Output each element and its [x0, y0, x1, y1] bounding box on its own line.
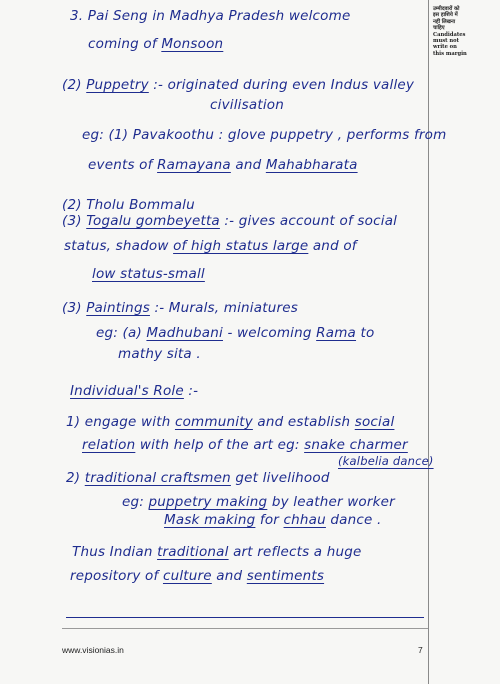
- answer-line: Mask making for chhau dance .: [164, 512, 382, 528]
- margin-note-line: this margin: [433, 50, 467, 57]
- answer-line: mathy sita .: [118, 346, 201, 362]
- answer-line: (2) Puppetry :- originated during even Indus valley: [62, 77, 415, 93]
- answer-line: civilisation: [210, 97, 284, 113]
- answer-line: 2) traditional craftsmen get livelihood: [66, 470, 330, 486]
- page-number: 7: [418, 645, 423, 655]
- margin-note-line: इस हाशिये में: [433, 12, 458, 19]
- answer-line: 3. Pai Seng in Madhya Pradesh welcome: [70, 8, 351, 24]
- answer-line: Thus Indian traditional art reflects a huge: [72, 544, 362, 560]
- margin-note-line: Candidates: [433, 31, 466, 38]
- answer-line: (3) Togalu gombeyetta :- gives account of social: [62, 213, 398, 229]
- answer-line: status, shadow of high status large and of: [64, 238, 357, 254]
- answer-line: (3) Paintings :- Murals, miniatures: [62, 300, 298, 316]
- closing-ink-rule: [66, 617, 424, 618]
- margin-note-line: must not: [433, 38, 460, 45]
- margin-note-line: write on: [433, 44, 457, 51]
- margin-note-line: नहीं लिखना: [433, 18, 456, 25]
- answer-line: eg: (a) Madhubani - welcoming Rama to: [96, 325, 375, 341]
- answer-line: Individual's Role :-: [70, 383, 199, 399]
- answer-line: repository of culture and sentiments: [70, 568, 325, 584]
- answer-line: low status-small: [92, 266, 205, 282]
- margin-instruction: [433, 6, 495, 57]
- answer-line: eg: (1) Pavakoothu : glove puppetry , performs from: [82, 127, 447, 143]
- footer-website: www.visionias.in: [62, 645, 124, 655]
- answer-line: coming of Monsoon: [88, 36, 224, 52]
- answer-line: 1) engage with community and establish social: [66, 414, 395, 430]
- answer-line: (kalbelia dance): [338, 454, 434, 468]
- answer-line: relation with help of the art eg: snake charmer: [82, 437, 408, 453]
- margin-note-line: चाहिए: [433, 25, 445, 32]
- answer-line: eg: puppetry making by leather worker: [122, 494, 395, 510]
- margin-rule: [428, 0, 429, 684]
- margin-note-line: उम्मीदवारों को: [433, 6, 460, 12]
- footer-rule: [62, 628, 428, 629]
- answer-line: events of Ramayana and Mahabharata: [88, 157, 358, 173]
- answer-line: (2) Tholu Bommalu: [62, 197, 195, 213]
